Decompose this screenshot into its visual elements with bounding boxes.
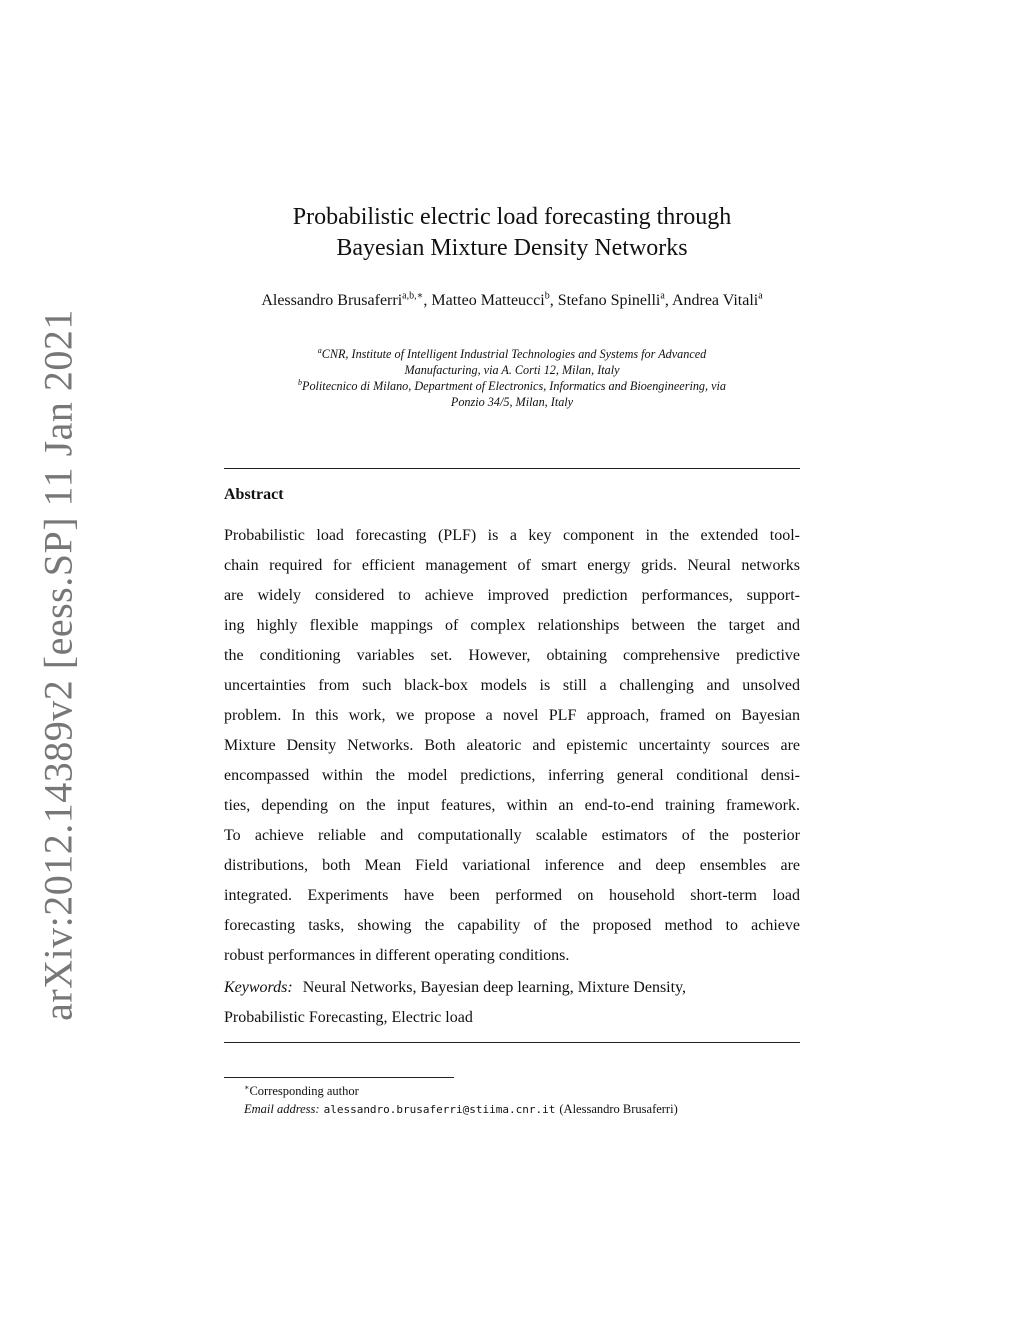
author — [672, 292, 763, 309]
author-affiliation-mark: a,b,∗ — [402, 290, 424, 302]
affiliation-text: CNR, Institute of Intelligent Industrial Technologies and Systems for Advanced — [321, 347, 707, 361]
abstract-line: integrated. Experiments have been performed on household short-term load — [224, 887, 800, 904]
paper-title-line-1: Probabilistic electric load forecasting through — [292, 204, 732, 230]
author-affiliation-mark: b — [544, 290, 550, 302]
affiliation-text: Politecnico di Milano, Department of Electronics, Informatics and Bioengineering, via — [302, 379, 726, 393]
abstract-body — [224, 521, 800, 971]
email-address[interactable]: alessandro.brusaferri@stiima.cnr.it — [323, 1103, 556, 1116]
keywords-line-2: Probabilistic Forecasting, Electric load — [224, 1009, 473, 1026]
author-affiliation-mark: a — [758, 290, 763, 302]
author-name: Alessandro Brusaferri — [261, 292, 403, 309]
author-affiliation-mark: a — [660, 290, 665, 302]
author-separator: , — [664, 292, 672, 309]
keywords-label: Keywords: — [224, 979, 293, 996]
abstract-line: ing highly flexible mappings of complex relationships between the target and — [224, 617, 800, 634]
abstract-line: Probabilistic load forecasting (PLF) is a key component in the extended tool- — [224, 527, 800, 544]
arxiv-identifier-stamp: arXiv:2012.14389v2 [eess.SP] 11 Jan 2021 — [35, 309, 81, 1021]
abstract-line: problem. In this work, we propose a novel PLF approach, framed on Bayesian — [224, 707, 800, 724]
author-name: Matteo Matteucci — [431, 292, 545, 309]
email-owner: (Alessandro Brusaferri) — [559, 1102, 678, 1116]
author-list — [224, 290, 800, 311]
email-label: Email address: — [244, 1102, 320, 1116]
paper-title — [224, 202, 800, 264]
affiliation-mark: b — [298, 377, 302, 387]
corresponding-author-note — [244, 1082, 678, 1100]
author-separator: , — [423, 292, 432, 309]
affiliation-a-line-1 — [224, 346, 800, 362]
keywords — [224, 973, 800, 1033]
footnote-marker: ∗ — [244, 1082, 250, 1092]
affiliation-mark: a — [317, 345, 322, 355]
abstract-line: uncertainties from such black-box models is still a challenging and unsolved — [224, 677, 800, 694]
email-note — [244, 1100, 678, 1119]
footnote-rule — [224, 1077, 454, 1078]
affiliation-list — [224, 346, 800, 410]
keywords-line-1 — [224, 973, 800, 1003]
abstract-line: robust performances in different operating conditions. — [224, 947, 570, 964]
abstract-line: encompassed within the model predictions, inferring general conditional densi- — [224, 767, 800, 784]
abstract-line: forecasting tasks, showing the capability of the proposed method to achieve — [224, 917, 800, 934]
author-name: Andrea Vitali — [671, 292, 759, 309]
author — [431, 292, 557, 309]
affiliation-b-line-1 — [224, 378, 800, 394]
corresponding-author-text: Corresponding author — [249, 1084, 359, 1098]
affiliation-b-line-2: Ponzio 34/5, Milan, Italy — [450, 395, 574, 409]
author-name: Stefano Spinelli — [557, 292, 661, 309]
abstract-line: To achieve reliable and computationally scalable estimators of the posterior — [224, 827, 800, 844]
abstract-heading: Abstract — [224, 486, 284, 503]
keywords-text: Neural Networks, Bayesian deep learning, Mixture Density, — [302, 979, 687, 996]
paper-title-line-2: Bayesian Mixture Density Networks — [336, 235, 688, 261]
abstract-top-rule — [224, 468, 800, 469]
abstract-line: the conditioning variables set. However, obtaining comprehensive predictive — [224, 647, 800, 664]
abstract-line: are widely considered to achieve improved prediction performances, support- — [224, 587, 800, 604]
affiliation-a-line-2: Manufacturing, via A. Corti 12, Milan, Italy — [404, 363, 620, 377]
abstract-line: chain required for efficient management of smart energy grids. Neural networks — [224, 557, 800, 574]
footnote — [244, 1082, 678, 1119]
abstract-line: distributions, both Mean Field variational inference and deep ensembles are — [224, 857, 800, 874]
author-separator: , — [549, 292, 558, 309]
abstract-line: ties, depending on the input features, within an end-to-end training framework. — [224, 797, 800, 814]
abstract-bottom-rule — [224, 1042, 800, 1043]
author — [558, 292, 672, 309]
author — [261, 292, 431, 309]
abstract-line: Mixture Density Networks. Both aleatoric and epistemic uncertainty sources are — [224, 737, 800, 754]
